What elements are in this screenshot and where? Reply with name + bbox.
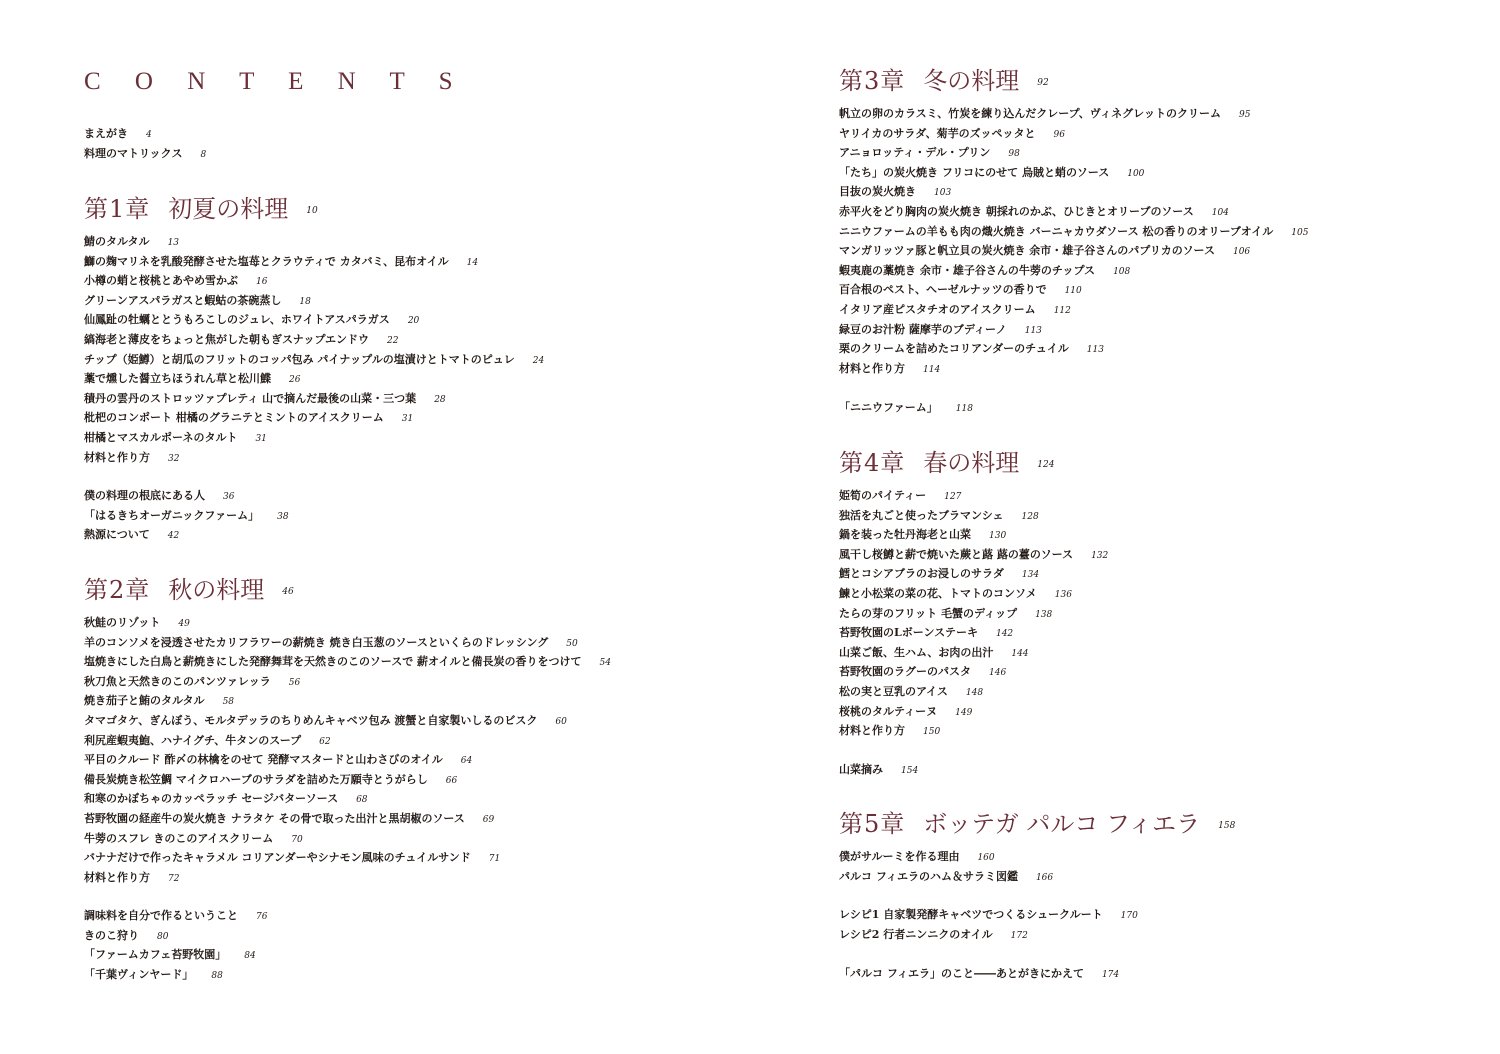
- toc-entry[interactable]: [84, 731, 611, 751]
- toc-entry[interactable]: [84, 848, 611, 868]
- toc-entry-title: 藁で燻した醤立ちほうれん草と松川鰈: [84, 372, 271, 386]
- toc-entry-title: 鯖のタルタル: [84, 235, 150, 248]
- toc-entry-title: 利尻産蝦夷鮑、ハナイグチ、牛タンのスープ: [84, 733, 302, 747]
- toc-entry-page: 132: [1091, 550, 1109, 561]
- toc-entry[interactable]: [839, 682, 1108, 702]
- toc-entry-title: 「ファームカフェ苔野牧園」: [84, 948, 227, 962]
- toc-entry[interactable]: [84, 633, 611, 653]
- toc-entry[interactable]: [84, 486, 289, 506]
- toc-entry-title: 赤平火をどり胸肉の炭火焼き 朝採れのかぶ、ひじきとオリーブのソース: [839, 204, 1194, 218]
- toc-entry[interactable]: [839, 124, 1308, 144]
- toc-entry-title: レシピ2 行者ニンニクのオイル: [839, 927, 993, 941]
- toc-entry-page: 110: [1064, 286, 1082, 297]
- chapter-page: 10: [306, 205, 318, 216]
- toc-entry-title: 材料と作り方: [84, 450, 150, 464]
- chapter-title: 初夏の料理: [168, 195, 289, 223]
- chapter-page: 46: [282, 586, 294, 597]
- toc-entry-title: 僕がサルーミを作る理由: [839, 850, 960, 863]
- contents-heading: C O N T E N T S: [84, 68, 467, 95]
- toc-entry-title: 塩焼きにした白鳥と薪焼きにした発酵舞茸を天然きのこのソースで 薪オイルと備長炭の香りをつけて: [84, 655, 582, 669]
- toc-entry-title: 備長炭焼き松笠鯛 マイクロハーブのサラダを詰めた万願寺とうがらし: [84, 772, 428, 786]
- toc-entry-page: 64: [460, 756, 473, 767]
- toc-entry[interactable]: [84, 711, 611, 731]
- toc-entry-title: 山菜ご飯、生ハム、お肉の出汁: [839, 645, 994, 659]
- toc-entry-page: 16: [256, 277, 268, 288]
- toc-entry-page: 108: [1113, 266, 1131, 277]
- toc-entry-page: 106: [1232, 247, 1251, 258]
- toc-entry-title: 羊のコンソメを浸透させたカリフラワーの薪焼き 焼き白玉葱のソースといくらのドレッシング: [84, 635, 549, 649]
- chapter-number: 第1章: [84, 195, 151, 223]
- chapter-number: 第3章: [839, 67, 906, 95]
- toc-entry[interactable]: [84, 525, 289, 545]
- chapter-1-extras: [84, 486, 289, 545]
- toc-entry-page: 26: [289, 375, 301, 386]
- toc-entry-title: 蝦夷鹿の藁焼き 余市・雄子谷さんの牛蒡のチップス: [839, 263, 1096, 277]
- chapter-heading: [84, 575, 294, 607]
- chapter-2-items: [84, 613, 611, 887]
- toc-entry-page: 96: [1053, 129, 1065, 140]
- toc-entry-page: 148: [965, 687, 984, 698]
- toc-entry-page: 98: [1008, 149, 1020, 160]
- chapter-4-extras: [839, 760, 918, 780]
- chapter-number: 第5章: [839, 810, 906, 838]
- toc-entry-title: 山菜摘み: [839, 763, 883, 776]
- toc-entry-title: 苔野牧園の経産牛の炭火焼き ナラタケ その骨で取った出汁と黒胡椒のソース: [84, 811, 465, 825]
- toc-entry[interactable]: [839, 525, 1108, 545]
- toc-entry-title: 桜桃のタルティーヌ: [839, 704, 938, 718]
- toc-entry[interactable]: [84, 232, 544, 252]
- toc-entry-title: 緑豆のお汁粉 薩摩芋のブディーノ: [839, 322, 1007, 336]
- toc-entry[interactable]: [84, 770, 611, 790]
- toc-entry-title: アニョロッティ・デル・プリン: [839, 146, 991, 160]
- toc-entry-title: 料理のマトリックス: [84, 146, 183, 160]
- toc-entry-title: 帆立の卵のカラスミ、竹炭を練り込んだクレープ、ヴィネグレットのクリーム: [839, 107, 1222, 120]
- toc-entry[interactable]: [839, 905, 1138, 925]
- toc-entry-page: 138: [1035, 609, 1053, 620]
- toc-entry-title: タマゴタケ、ぎんぼう、モルタデッラのちりめんキャベツ包み 渡蟹と自家製いしるのビスク: [84, 713, 538, 727]
- chapter-heading: [839, 809, 1235, 841]
- toc-entry[interactable]: [84, 809, 611, 829]
- toc-entry-title: 平目のクルード 酢〆の林檎をのせて 発酵マスタードと山わさびのオイル: [84, 753, 443, 767]
- toc-entry[interactable]: [84, 310, 544, 330]
- toc-entry-title: きのこ狩り: [84, 928, 139, 942]
- toc-entry-page: 144: [1011, 648, 1029, 659]
- toc-entry-page: 72: [168, 873, 180, 884]
- toc-entry[interactable]: [84, 945, 267, 965]
- toc-entry-page: 105: [1291, 227, 1309, 238]
- toc-entry[interactable]: [839, 182, 1308, 202]
- toc-entry[interactable]: [84, 252, 544, 272]
- toc-entry[interactable]: [84, 672, 611, 692]
- toc-entry[interactable]: [839, 925, 1138, 945]
- toc-entry-page: 49: [178, 619, 190, 629]
- toc-entry[interactable]: [84, 691, 611, 711]
- toc-entry-title: 秋鮭のリゾット: [84, 616, 161, 629]
- toc-entry-page: 84: [244, 951, 256, 962]
- toc-entry[interactable]: [839, 760, 918, 780]
- chapter-1-items: [84, 232, 544, 467]
- chapter-title: 秋の料理: [168, 576, 265, 604]
- toc-entry-page: 134: [1021, 570, 1040, 581]
- toc-entry[interactable]: [839, 320, 1308, 340]
- toc-entry-page: 62: [319, 736, 331, 747]
- toc-entry[interactable]: [84, 330, 544, 350]
- toc-entry-title: 松の実と豆乳のアイス: [839, 684, 948, 698]
- toc-entry-title: 「ニニウファーム」: [839, 401, 938, 414]
- toc-entry-title: 焼き茄子と鮪のタルタル: [84, 694, 205, 708]
- chapter-5-items: [839, 847, 1053, 886]
- toc-entry[interactable]: [84, 750, 611, 770]
- toc-entry-title: 鱈とコシアブラのお浸しのサラダ: [839, 567, 1004, 581]
- toc-entry[interactable]: [839, 721, 1108, 741]
- toc-entry-page: 4: [146, 130, 152, 140]
- toc-entry-title: 縞海老と薄皮をちょっと焦がした朝もぎスナップエンドウ: [84, 332, 370, 346]
- toc-entry-page: 103: [934, 188, 952, 199]
- toc-entry[interactable]: [839, 261, 1308, 281]
- toc-entry-title: 材料と作り方: [84, 870, 150, 884]
- toc-entry-title: 材料と作り方: [839, 361, 905, 375]
- toc-entry-title: レシピ1 自家製発酵キャベツでつくるシュークルート: [839, 908, 1103, 921]
- toc-entry-page: 146: [989, 668, 1007, 679]
- toc-entry-page: 28: [434, 394, 446, 405]
- chapter-title: 春の料理: [923, 449, 1020, 477]
- chapter-heading: [84, 194, 318, 226]
- toc-entry-page: 174: [1101, 970, 1120, 980]
- toc-entry[interactable]: [84, 926, 267, 946]
- toc-entry-title: 牛蒡のスフレ きのこのアイスクリーム: [84, 831, 274, 845]
- toc-entry[interactable]: [84, 868, 611, 888]
- toc-entry-page: 114: [923, 364, 941, 375]
- toc-entry-title: 鰤の麹マリネを乳酸発酵させた塩苺とクラウティで カタバミ、昆布オイル: [84, 254, 449, 268]
- toc-entry-page: 54: [599, 658, 611, 669]
- chapter-title: ボッテガ パルコ フィエラ: [923, 810, 1201, 838]
- toc-entry-title: 「たち」の炭火焼き フリコにのせて 烏賊と蛸のソース: [839, 165, 1110, 179]
- toc-entry-title: 枇杷のコンポート 柑橘のグラニテとミントのアイスクリーム: [84, 411, 384, 425]
- toc-entry[interactable]: [84, 448, 544, 468]
- toc-entry-page: 58: [222, 697, 235, 708]
- toc-entry-page: 71: [488, 854, 501, 865]
- toc-entry[interactable]: [839, 506, 1108, 526]
- chapter-page: 158: [1218, 820, 1236, 831]
- toc-entry-page: 31: [255, 433, 267, 444]
- toc-entry-page: 68: [356, 795, 368, 806]
- toc-entry[interactable]: [84, 350, 544, 370]
- toc-entry-page: 100: [1127, 168, 1145, 179]
- toc-entry-title: 鍋を装った牡丹海老と山菜: [839, 528, 971, 542]
- toc-entry-page: 128: [1021, 511, 1039, 522]
- toc-entry-title: ニニウファームの羊もも肉の熾火焼き バーニャカウダソース 松の香りのオリーブオイル: [839, 224, 1274, 238]
- toc-entry[interactable]: [839, 241, 1308, 261]
- chapter-number: 第2章: [84, 576, 151, 604]
- toc-entry[interactable]: [84, 389, 544, 409]
- toc-entry-page: 18: [299, 296, 311, 307]
- toc-entry-title: 調味料を自分で作るということ: [84, 909, 238, 922]
- toc-entry[interactable]: [84, 428, 544, 448]
- toc-entry[interactable]: [839, 867, 1053, 887]
- toc-entry[interactable]: [84, 906, 267, 926]
- toc-entry-page: 36: [223, 492, 235, 502]
- toc-entry[interactable]: [839, 643, 1108, 663]
- toc-entry[interactable]: [84, 144, 206, 164]
- chapter-number: 第4章: [839, 449, 906, 477]
- toc-entry-title: チップ（姫鱒）と胡瓜のフリットのコッパ包み パイナップルの塩漬けとトマトのピュレ: [84, 352, 515, 366]
- toc-entry[interactable]: [84, 408, 544, 428]
- toc-entry-page: 8: [200, 149, 207, 160]
- toc-entry[interactable]: [839, 662, 1108, 682]
- toc-entry-page: 170: [1120, 911, 1138, 921]
- toc-entry-page: 166: [1035, 872, 1054, 883]
- toc-entry-title: イタリア産ピスタチオのアイスクリーム: [839, 302, 1036, 316]
- toc-entry-title: 姫筍のパイティー: [839, 489, 927, 502]
- toc-entry-page: 142: [995, 629, 1014, 640]
- toc-entry[interactable]: [839, 964, 1119, 984]
- toc-entry-page: 38: [277, 511, 289, 522]
- toc-entry-page: 76: [256, 912, 268, 922]
- intro-list: [84, 124, 206, 163]
- chapter-page: 124: [1037, 459, 1055, 470]
- toc-entry-page: 13: [167, 238, 180, 248]
- toc-entry-title: 苔野牧園のラグーのパスタ: [839, 665, 971, 679]
- toc-entry-page: 127: [944, 492, 962, 502]
- toc-entry-title: グリーンアスパラガスと蝦蛄の茶碗蒸し: [84, 293, 282, 307]
- toc-entry-page: 136: [1054, 589, 1072, 600]
- toc-entry-title: たらの芽のフリット 毛蟹のディップ: [839, 606, 1018, 620]
- toc-entry-title: 材料と作り方: [839, 724, 905, 738]
- chapter-3-items: [839, 104, 1308, 378]
- toc-entry-title: 目抜の炭火焼き: [839, 185, 916, 199]
- toc-entry-page: 42: [167, 531, 180, 542]
- toc-entry-page: 149: [955, 707, 973, 718]
- toc-entry-title: 苔野牧園のLボーンステーキ: [839, 626, 978, 640]
- toc-entry[interactable]: [84, 291, 544, 311]
- toc-entry[interactable]: [839, 222, 1308, 242]
- toc-entry[interactable]: [84, 965, 267, 985]
- toc-entry-page: 172: [1010, 930, 1028, 941]
- chapter-2-heading: [84, 575, 294, 607]
- toc-entry-page: 130: [989, 531, 1007, 542]
- toc-entry[interactable]: [839, 163, 1308, 183]
- toc-entry-title: 風干し桜鱒と薪で焼いた蕨と蕗 蕗の薹のソース: [839, 547, 1074, 561]
- toc-entry-page: 112: [1053, 305, 1071, 316]
- toc-entry[interactable]: [839, 604, 1108, 624]
- toc-entry[interactable]: [84, 506, 289, 526]
- chapter-5-recipes: [839, 905, 1138, 944]
- chapter-5-heading: [839, 809, 1235, 841]
- toc-entry-page: 32: [168, 453, 180, 464]
- chapter-2-extras: [84, 906, 267, 984]
- toc-entry[interactable]: [84, 829, 611, 849]
- toc-entry-page: 80: [157, 931, 169, 942]
- toc-entry-title: 百合根のペスト、ヘーゼルナッツの香りで: [839, 283, 1047, 297]
- toc-entry-page: 31: [401, 414, 414, 425]
- toc-entry-title: 「はるきちオーガニックファーム」: [84, 508, 260, 522]
- toc-entry-title: 和寒のかぼちゃのカッペラッチ セージバターソース: [84, 792, 339, 806]
- toc-entry[interactable]: [839, 202, 1308, 222]
- toc-entry-page: 113: [1024, 325, 1042, 336]
- toc-entry-title: 秋刀魚と天然きのこのパンツァレッラ: [84, 674, 271, 688]
- chapter-1-heading: [84, 194, 318, 226]
- toc-entry-page: 50: [566, 638, 578, 649]
- toc-entry-title: 積丹の雲丹のストロッツァプレティ 山で摘んだ最後の山菜・三つ葉: [84, 391, 417, 405]
- toc-entry-page: 22: [387, 335, 399, 346]
- toc-entry-page: 66: [445, 775, 458, 786]
- toc-entry-page: 56: [288, 677, 301, 688]
- toc-entry-title: 鰊と小松菜の菜の花、トマトのコンソメ: [839, 586, 1037, 600]
- chapter-3-heading: [839, 66, 1049, 98]
- toc-entry-page: 60: [555, 716, 567, 727]
- chapter-heading: [839, 66, 1049, 98]
- toc-entry[interactable]: [84, 271, 544, 291]
- toc-entry[interactable]: [839, 623, 1108, 643]
- toc-entry[interactable]: [839, 702, 1108, 722]
- toc-entry-page: 150: [923, 727, 941, 738]
- toc-entry[interactable]: [839, 339, 1308, 359]
- chapter-heading: [839, 448, 1054, 480]
- toc-entry[interactable]: [839, 564, 1108, 584]
- toc-entry-page: 160: [977, 853, 995, 863]
- chapter-3-extras: [839, 398, 973, 418]
- toc-entry-page: 104: [1211, 207, 1229, 218]
- chapter-4-heading: [839, 448, 1054, 480]
- toc-entry-title: 柑橘とマスカルポーネのタルト: [84, 430, 238, 444]
- toc-entry-page: 69: [482, 814, 495, 825]
- toc-entry-page: 20: [407, 316, 420, 327]
- toc-entry-page: 14: [466, 257, 479, 268]
- toc-entry[interactable]: [839, 300, 1308, 320]
- toc-entry[interactable]: [839, 280, 1308, 300]
- toc-entry-page: 24: [532, 355, 545, 366]
- toc-entry-page: 88: [211, 970, 223, 981]
- toc-entry[interactable]: [839, 143, 1308, 163]
- toc-entry[interactable]: [84, 789, 611, 809]
- toc-entry[interactable]: [839, 847, 1053, 867]
- toc-entry[interactable]: [839, 359, 1308, 379]
- chapter-4-items: [839, 486, 1108, 741]
- toc-entry[interactable]: [839, 104, 1308, 124]
- toc-entry-title: 小樽の蛸と桜桃とあやめ雪かぶ: [84, 274, 238, 288]
- toc-entry-title: 仙鳳趾の牡蠣ととうもろこしのジュレ、ホワイトアスパラガス: [84, 313, 390, 327]
- toc-entry[interactable]: [839, 545, 1108, 565]
- toc-entry-title: 独活を丸ごと使ったブラマンシェ: [839, 508, 1004, 522]
- toc-entry-title: パルコ フィエラのハム＆サラミ図鑑: [839, 869, 1018, 883]
- toc-entry[interactable]: [84, 652, 611, 672]
- toc-entry[interactable]: [839, 584, 1108, 604]
- toc-entry-title: 「パルコ フィエラ」のこと――あとがきにかえて: [839, 967, 1084, 980]
- chapter-title: 冬の料理: [923, 67, 1020, 95]
- toc-entry[interactable]: [839, 398, 973, 418]
- toc-entry-page: 154: [901, 766, 919, 776]
- toc-entry-title: まえがき: [84, 127, 128, 140]
- toc-entry-title: 「千葉ヴィンヤード」: [84, 967, 194, 981]
- toc-entry[interactable]: [84, 124, 206, 144]
- toc-entry[interactable]: [839, 486, 1108, 506]
- toc-entry[interactable]: [84, 613, 611, 633]
- toc-entry[interactable]: [84, 369, 544, 389]
- toc-entry-title: マンガリッツァ豚と帆立貝の炭火焼き 余市・雄子谷さんのパプリカのソース: [839, 244, 1215, 258]
- toc-entry-title: 僕の料理の根底にある人: [84, 489, 205, 502]
- toc-entry-title: ヤリイカのサラダ、菊芋のズッペッタと: [839, 126, 1036, 140]
- toc-entry-page: 70: [291, 834, 303, 845]
- chapter-5-closing: [839, 964, 1119, 984]
- toc-entry-page: 113: [1086, 345, 1104, 356]
- toc-entry-page: 118: [955, 404, 973, 414]
- toc-entry-page: 95: [1239, 110, 1251, 120]
- toc-entry-title: 熱源について: [84, 528, 150, 542]
- toc-entry-title: バナナだけで作ったキャラメル コリアンダーやシナモン風味のチュイルサンド: [84, 851, 471, 865]
- toc-entry-title: 栗のクリームを詰めたコリアンダーのチュイル: [839, 342, 1069, 356]
- right-page: [750, 0, 1500, 1054]
- chapter-page: 92: [1037, 77, 1049, 88]
